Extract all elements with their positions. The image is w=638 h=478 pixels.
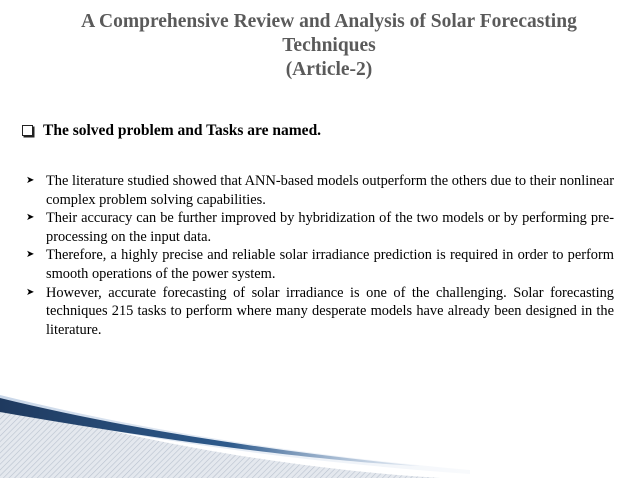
bullet-list bbox=[26, 172, 614, 339]
dark-swoosh bbox=[0, 398, 420, 466]
arrowhead-bullet-icon: ➤ bbox=[26, 212, 35, 224]
square-bullet-icon bbox=[22, 125, 33, 136]
light-swoosh bbox=[0, 395, 470, 474]
list-item bbox=[26, 209, 614, 246]
slide-title bbox=[40, 10, 618, 82]
list-item-text: The literature studied showed that ANN-based models outperform the others due to their nonlinear complex problem solving capabilities. bbox=[46, 173, 614, 208]
list-item-text: Their accuracy can be further improved by hybridization of the two models or by performing pre-processing on the input data. bbox=[46, 210, 614, 245]
title-line-2: Techniques bbox=[282, 35, 376, 56]
hatched-band bbox=[0, 400, 440, 478]
section-heading bbox=[22, 121, 622, 141]
section-heading-text: The solved problem and Tasks are named. bbox=[43, 122, 322, 139]
title-line-3: (Article-2) bbox=[285, 59, 373, 80]
list-item bbox=[26, 246, 614, 283]
list-item bbox=[26, 172, 614, 209]
arrowhead-bullet-icon: ➤ bbox=[26, 175, 35, 186]
arrowhead-bullet-icon: ➤ bbox=[26, 249, 35, 261]
title-line-1: A Comprehensive Review and Analysis of Solar Forecasting bbox=[81, 11, 577, 32]
list-item-text: However, accurate forecasting of solar irradiance is one of the challenging. Solar forecasting techniques 215 tasks to perform where many desperate models have already been designed in the literature. bbox=[46, 284, 614, 338]
arrowhead-bullet-icon: ➤ bbox=[26, 286, 35, 298]
list-item bbox=[26, 284, 614, 340]
list-item-text: Therefore, a highly precise and reliable solar irradiance prediction is required in order to perform smooth operations of the power system. bbox=[46, 247, 614, 282]
